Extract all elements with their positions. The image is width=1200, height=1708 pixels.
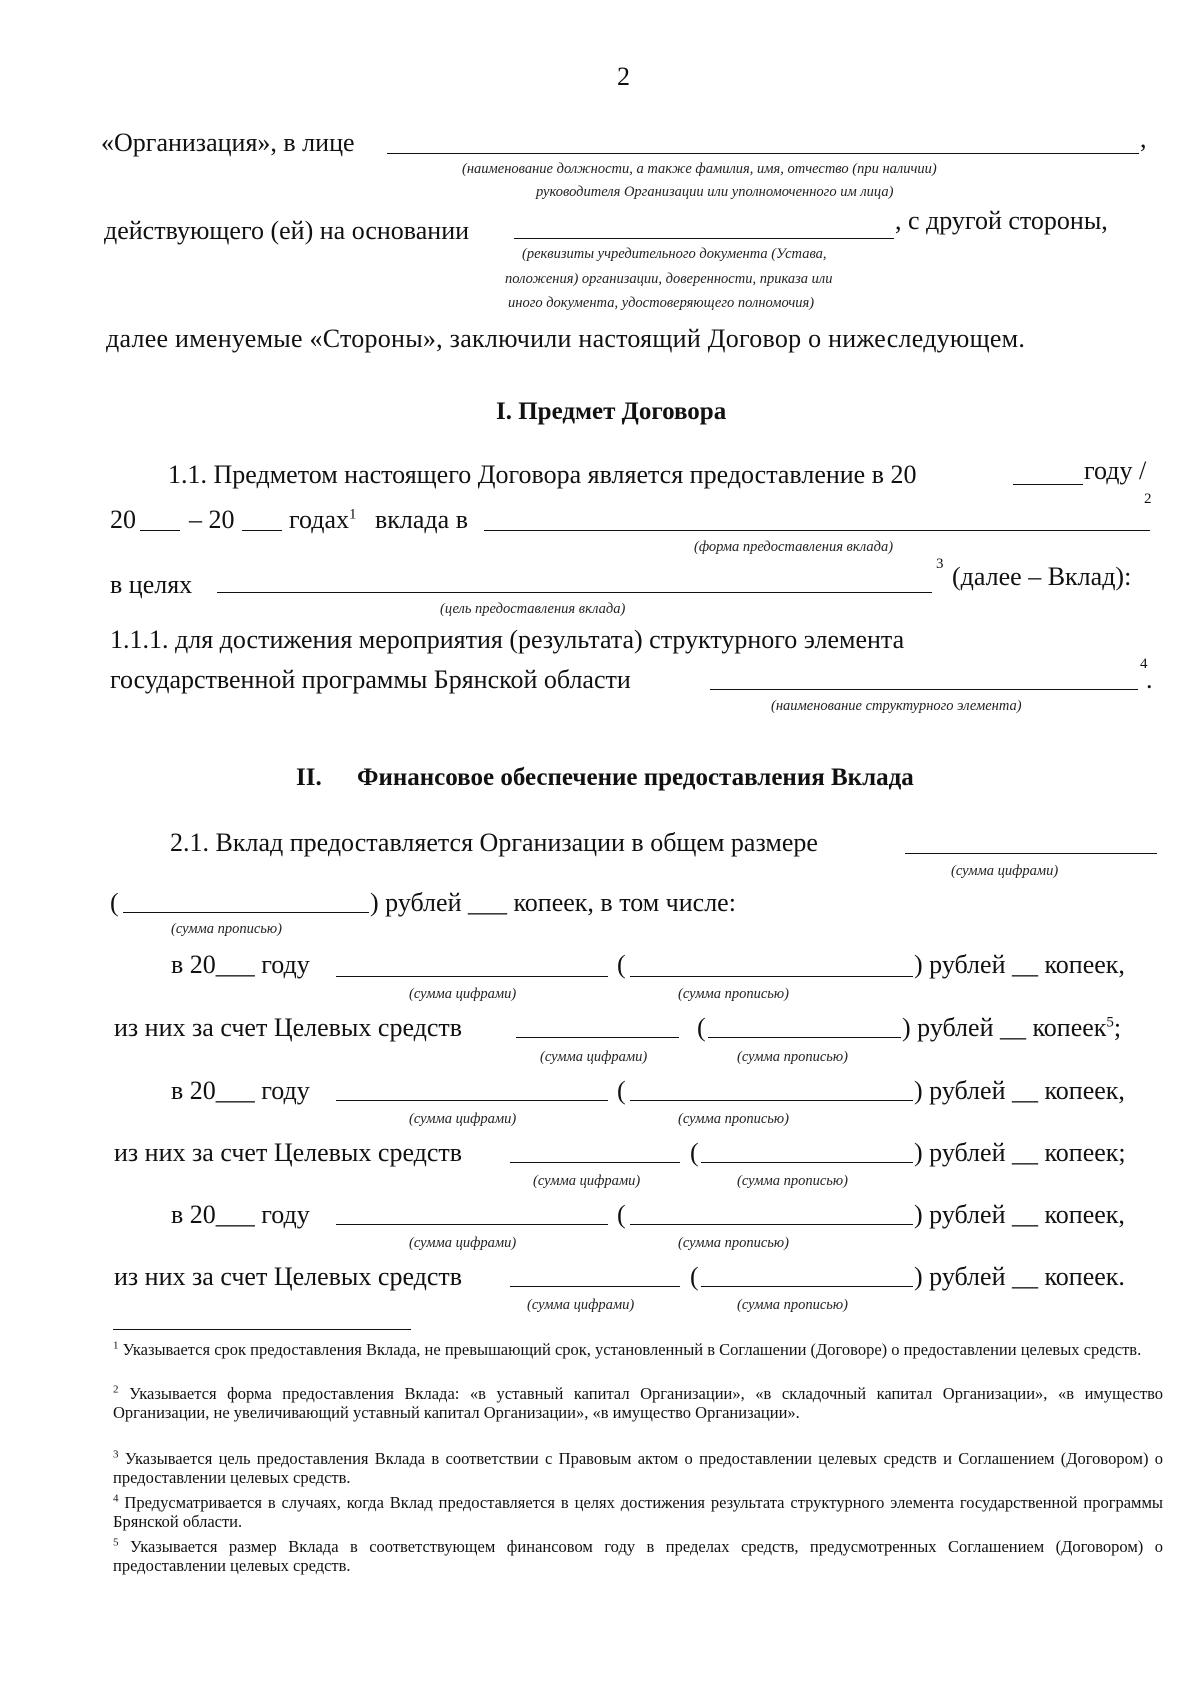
targeted3-digits-caption: (сумма цифрами) (527, 1297, 635, 1313)
year2-digits-caption: (сумма цифрами) (409, 1111, 517, 1127)
footnote-ref-1: 1 (349, 506, 357, 523)
footnote-ref-2: 2 (1144, 491, 1152, 507)
contribution-form-line[interactable] (484, 530, 1150, 531)
targeted1-open-paren: ( (697, 1013, 706, 1042)
org-caption-2: руководителя Организации или уполномоченного им лица) (536, 184, 894, 200)
p1-years: годах (289, 505, 350, 534)
targeted3-words-caption: (сумма прописью) (737, 1297, 848, 1313)
total-sum-words-line[interactable] (123, 912, 369, 913)
basis-caption-1: (реквизиты учредительного документа (Устава, (522, 246, 827, 262)
year1-label: в 20___ году (171, 950, 310, 979)
p1-dash: – 20 (189, 505, 235, 534)
footnote-1 (113, 1340, 1163, 1359)
targeted1-label: из них за счет Целевых средств (114, 1013, 463, 1042)
targeted1-words-line[interactable] (708, 1037, 901, 1038)
basis-line[interactable] (514, 238, 894, 239)
p21: 2.1. Вклад предоставляется Организации в общем размере (170, 828, 818, 857)
footnote-2-number: 2 (113, 1383, 119, 1396)
goal-caption: (цель предоставления вклада) (440, 601, 626, 617)
year2-label: в 20___ году (171, 1076, 310, 1105)
page-number: 2 (617, 62, 630, 91)
footnote-4-text: Предусматривается в случаях, когда Вклад предоставляется в целях достижения результата структурного элемента государственной программы Брянской области. (113, 1493, 1164, 1531)
year2-words-caption: (сумма прописью) (678, 1111, 789, 1127)
p1-year: году / (1084, 456, 1147, 485)
total-rub-kop: ) рублей ___ копеек, в том числе: (370, 888, 736, 917)
targeted2-rub: ) рублей __ копеек; (914, 1138, 1126, 1167)
goal-label: в целях (110, 570, 193, 599)
year2-rub: ) рублей __ копеек, (914, 1076, 1125, 1105)
year-line[interactable] (1013, 484, 1083, 485)
targeted2-digits-caption: (сумма цифрами) (533, 1173, 641, 1189)
targeted2-words-caption: (сумма прописью) (737, 1173, 848, 1189)
other-side-text: , с другой стороны, (895, 206, 1108, 235)
targeted3-open-paren: ( (690, 1262, 699, 1291)
targeted2-label: из них за счет Целевых средств (114, 1138, 463, 1167)
year3-words-line[interactable] (630, 1224, 913, 1225)
form-caption: (форма предоставления вклада) (694, 539, 894, 555)
year3-digits-line[interactable] (336, 1224, 608, 1225)
section2-heading-num: II. (296, 764, 322, 791)
org-caption-1: (наименование должности, а также фамилия, имя, отчество (при наличии) (462, 161, 937, 177)
year3-words-caption: (сумма прописью) (678, 1235, 789, 1251)
year3-label: в 20___ году (171, 1200, 310, 1229)
targeted2-open-paren: ( (690, 1138, 699, 1167)
year2-digits-line[interactable] (336, 1100, 608, 1101)
p1-contribution: вклада в (375, 505, 468, 534)
footnote-ref-3: 3 (936, 556, 944, 572)
footnote-3-text: Указывается цель предоставления Вклада в соответствии с Правовым актом о предоставлении целевых средств и Соглашением (Договором) о предоставлении целевых средств. (113, 1449, 1164, 1487)
goal-line[interactable] (217, 592, 932, 593)
p111-line1: 1.1.1. для достижения мероприятия (результата) структурного элемента (110, 625, 905, 654)
footnote-4 (113, 1493, 1163, 1531)
footnote-1-text: Указывается срок предоставления Вклада, не превышающий срок, установленный в Соглашении (Договоре) о предоставлении целевых средств. (122, 1340, 1142, 1359)
year-to-line[interactable] (242, 530, 282, 531)
targeted3-rub: ) рублей __ копеек. (914, 1262, 1125, 1291)
footnote-separator (113, 1329, 411, 1330)
targeted2-words-line[interactable] (701, 1162, 913, 1163)
targeted2-digits-line[interactable] (510, 1162, 680, 1163)
targeted3-label: из них за счет Целевых средств (114, 1262, 463, 1291)
section1-heading: I. Предмет Договора (496, 398, 727, 425)
p1-20a: 20 (110, 505, 136, 534)
year1-open-paren: ( (617, 950, 626, 979)
total-sum-digits-caption: (сумма цифрами) (951, 863, 1059, 879)
year3-digits-caption: (сумма цифрами) (409, 1235, 517, 1251)
footnote-5 (113, 1537, 1163, 1575)
targeted1-end: ; (1113, 1013, 1122, 1042)
targeted1-digits-caption: (сумма цифрами) (540, 1049, 648, 1065)
targeted1-words-caption: (сумма прописью) (737, 1049, 848, 1065)
year3-open-paren: ( (617, 1200, 626, 1229)
basis-caption-2: положения) организации, доверенности, приказа или (505, 271, 833, 287)
year1-words-line[interactable] (630, 976, 913, 977)
section2-heading: Финансовое обеспечение предоставления Вклада (357, 764, 914, 791)
p1-start: 1.1. Предметом настоящего Договора является предоставление в 20 (168, 460, 917, 489)
footnote-5-text: Указывается размер Вклада в соответствующем финансовом году в пределах средств, предусмотренных Соглашением (Договором) о предоставлении целевых средств. (113, 1537, 1164, 1575)
p111-dot: . (1146, 665, 1153, 694)
total-sum-digits-line[interactable] (905, 853, 1157, 854)
acting-label: действующего (ей) на основании (104, 216, 470, 245)
element-caption: (наименование структурного элемента) (771, 698, 1022, 714)
total-sum-words-caption: (сумма прописью) (171, 921, 282, 937)
footnote-ref-4: 4 (1140, 656, 1148, 672)
year1-digits-caption: (сумма цифрами) (409, 986, 517, 1002)
footnote-ref-5: 5 (1106, 1014, 1114, 1031)
basis-caption-3: иного документа, удостоверяющего полномочия) (508, 295, 815, 311)
footnote-2-text: Указывается форма предоставления Вклада: «в уставный капитал Организации», «в складочный капитал Организации», «в имущество Организации, не увеличивающий уставный капитал Организации», «в имущество Организации». (113, 1384, 1163, 1422)
footnote-5-number: 5 (113, 1536, 119, 1549)
targeted3-digits-line[interactable] (510, 1286, 680, 1287)
year1-rub: ) рублей __ копеек, (914, 950, 1125, 979)
org-label: «Организация», в лице (101, 128, 355, 157)
org-representative-line[interactable] (387, 153, 1139, 154)
footnote-1-number: 1 (113, 1339, 119, 1352)
org-comma: , (1140, 124, 1147, 153)
total-open-paren: ( (110, 888, 119, 917)
targeted3-words-line[interactable] (701, 1286, 913, 1287)
parties-closing: далее именуемые «Стороны», заключили настоящий Договор о нижеследующем. (106, 324, 1026, 353)
structural-element-line[interactable] (710, 689, 1138, 690)
targeted1-rub: ) рублей __ копеек (902, 1013, 1107, 1042)
year3-rub: ) рублей __ копеек, (914, 1200, 1125, 1229)
targeted1-digits-line[interactable] (516, 1037, 679, 1038)
year1-digits-line[interactable] (336, 976, 608, 977)
footnote-3-number: 3 (113, 1448, 119, 1461)
year-from-line[interactable] (140, 530, 180, 531)
footnote-4-number: 4 (113, 1492, 119, 1505)
p111-line2: государственной программы Брянской области (110, 665, 631, 694)
year2-words-line[interactable] (630, 1100, 913, 1101)
year1-words-caption: (сумма прописью) (678, 986, 789, 1002)
year2-open-paren: ( (617, 1076, 626, 1105)
footnote-2 (113, 1384, 1163, 1422)
goal-after: (далее – Вклад): (952, 562, 1132, 591)
footnote-3 (113, 1449, 1163, 1487)
